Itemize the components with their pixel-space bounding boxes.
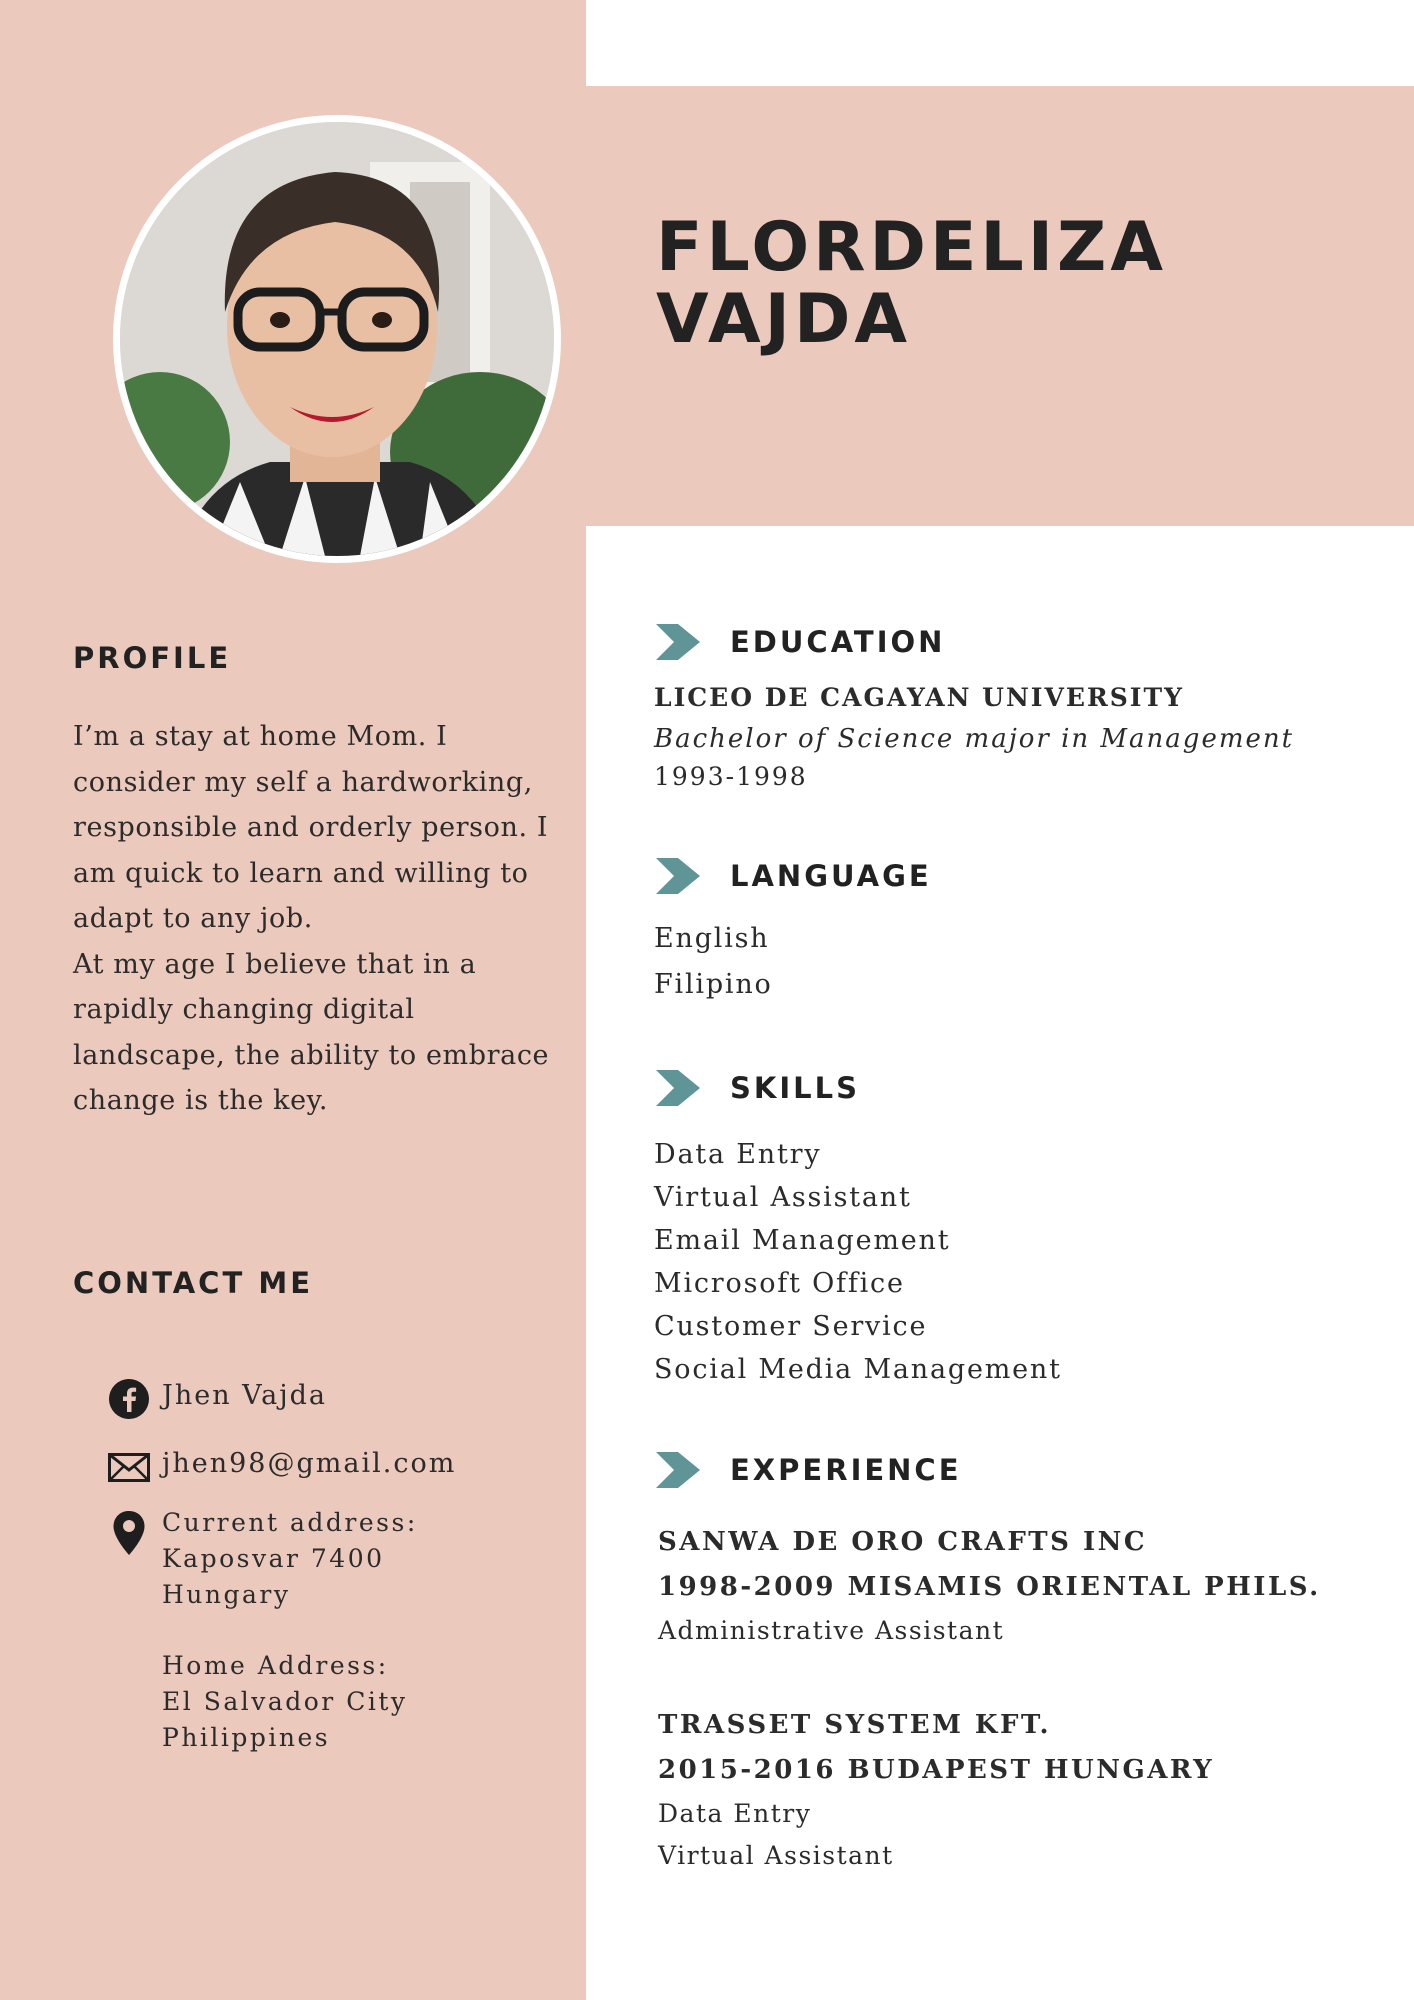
mail-icon (108, 1446, 150, 1488)
skills-section-header (656, 1068, 860, 1108)
current-address-line: Kaposvar 7400 (162, 1544, 385, 1573)
profile-line: change is the key. (73, 1085, 329, 1116)
job-role: Virtual Assistant (658, 1841, 894, 1870)
degree: Bachelor of Science major in Management (654, 724, 1295, 754)
chevron-right-icon (656, 622, 702, 662)
facebook-contact[interactable] (108, 1378, 327, 1420)
chevron-right-icon (656, 1068, 702, 1108)
language-heading: LANGUAGE (730, 859, 932, 893)
home-address (162, 1648, 408, 1756)
facebook-name: Jhen Vajda (162, 1380, 328, 1411)
location-pin-icon (112, 1510, 146, 1556)
list-item: Filipino (654, 969, 773, 1000)
skills-list (654, 1133, 1062, 1391)
current-address-line: Hungary (162, 1580, 291, 1609)
profile-photo (113, 115, 561, 563)
list-item: Social Media Management (654, 1354, 1062, 1385)
profile-text (73, 714, 573, 1124)
skills-heading: SKILLS (730, 1071, 860, 1105)
email-contact[interactable] (108, 1446, 456, 1488)
job-period: 1998-2009 MISAMIS ORIENTAL PHILS. (658, 1572, 1321, 1602)
experience-heading: EXPERIENCE (730, 1453, 962, 1487)
education-years: 1993-1998 (654, 762, 808, 791)
job-role: Administrative Assistant (658, 1616, 1005, 1645)
profile-line: rapidly changing digital (73, 994, 415, 1025)
job-period: 2015-2016 BUDAPEST HUNGARY (658, 1755, 1215, 1785)
language-section-header (656, 856, 932, 896)
education-heading: EDUCATION (730, 625, 946, 659)
education-section-header (656, 622, 945, 662)
job-role: Data Entry (658, 1799, 812, 1828)
list-item: Microsoft Office (654, 1268, 905, 1299)
contact-heading: CONTACT ME (73, 1266, 314, 1300)
company-name: TRASSET SYSTEM KFT. (658, 1710, 1052, 1740)
list-item: Customer Service (654, 1311, 928, 1342)
list-item: Data Entry (654, 1139, 822, 1170)
current-address (162, 1505, 418, 1613)
profile-line: adapt to any job. (73, 903, 313, 934)
school-name: LICEO DE CAGAYAN UNIVERSITY (654, 683, 1184, 712)
last-name: VAJDA (656, 280, 912, 359)
language-list (654, 916, 773, 1008)
profile-heading: PROFILE (73, 641, 232, 675)
profile-line: At my age I believe that in a (73, 948, 477, 980)
chevron-right-icon (656, 856, 702, 896)
experience-entry (658, 1703, 1214, 1877)
list-item: Virtual Assistant (654, 1182, 912, 1213)
profile-line: I’m a stay at home Mom. I (73, 721, 448, 752)
candidate-name (656, 208, 1167, 359)
chevron-right-icon (656, 1450, 702, 1490)
list-item: Email Management (654, 1225, 951, 1256)
profile-line: responsible and orderly person. I (73, 812, 549, 843)
experience-section-header (656, 1450, 962, 1490)
profile-line: consider my self a hardworking, (73, 766, 533, 798)
home-address-line: El Salvador City (162, 1687, 408, 1716)
first-name: FLORDELIZA (656, 208, 1167, 287)
company-name: SANWA DE ORO CRAFTS INC (658, 1527, 1148, 1557)
profile-line: am quick to learn and willing to (73, 857, 529, 889)
experience-entry (658, 1520, 1321, 1652)
home-address-label: Home Address: (162, 1651, 389, 1680)
profile-line: landscape, the ability to embrace (73, 1039, 550, 1071)
current-address-label: Current address: (162, 1508, 418, 1537)
facebook-icon (108, 1378, 150, 1420)
education-entry (654, 678, 1294, 794)
email-address: jhen98@gmail.com (162, 1448, 457, 1479)
list-item: English (654, 923, 770, 954)
home-address-line: Philippines (162, 1723, 331, 1752)
